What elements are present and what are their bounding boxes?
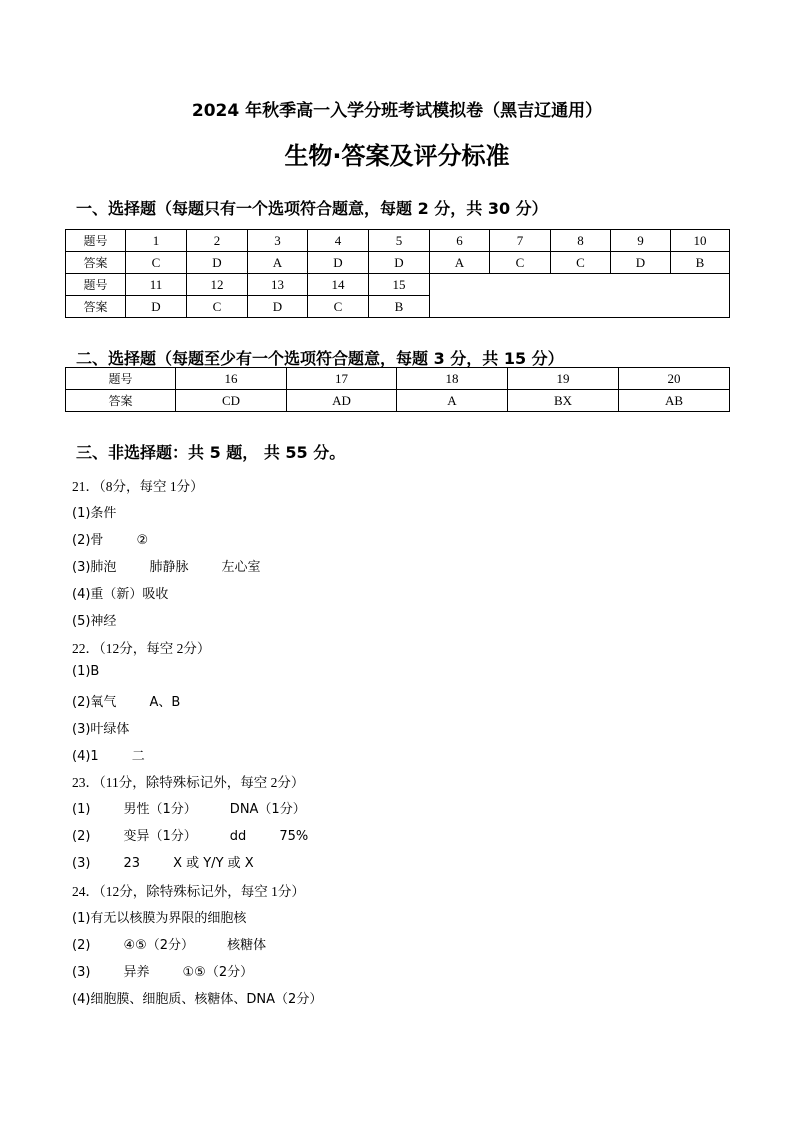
question-number: 3: [248, 230, 308, 252]
answer-line: (5)神经: [72, 614, 117, 629]
section1-answer-table: [65, 229, 730, 318]
question-header: 21．（8分，每空 1分）: [72, 479, 204, 494]
answer-line: (3)叶绿体: [72, 722, 130, 737]
row-label-answer: 答案: [66, 252, 126, 274]
question-number: 10: [671, 230, 730, 252]
question-number: 13: [248, 274, 308, 296]
answer-line: (3)肺泡 肺静脉 左心室: [72, 560, 261, 575]
answer-cell: BX: [508, 390, 619, 412]
answer-line: (4)细胞膜、细胞质、核糖体、DNA（2分）: [72, 992, 323, 1007]
answer-line: (4)重（新）吸收: [72, 587, 169, 602]
question-number: 7: [490, 230, 551, 252]
answer-cell: D: [611, 252, 671, 274]
table-row: [66, 274, 730, 296]
answer-line: (2)骨 ②: [72, 533, 149, 548]
answer-cell: C: [551, 252, 611, 274]
answer-line: (2) ④⑤（2分） 核糖体: [72, 938, 267, 953]
question-number: 4: [308, 230, 369, 252]
question-header: 24．（12分，除特殊标记外，每空 1分）: [72, 884, 305, 899]
question-header: 22．（12分，每空 2分）: [72, 641, 211, 656]
answer-cell: B: [369, 296, 430, 318]
section1-heading: 一、选择题（每题只有一个选项符合题意，每题 2 分，共 30 分）: [76, 199, 548, 218]
row-label-question: 题号: [66, 368, 176, 390]
answer-cell: B: [671, 252, 730, 274]
table-row: [66, 390, 730, 412]
question-number: 8: [551, 230, 611, 252]
table-row: [66, 230, 730, 252]
question-number: 6: [430, 230, 490, 252]
section2-answer-table: [65, 367, 730, 412]
question-number: 20: [619, 368, 730, 390]
answer-cell: C: [187, 296, 248, 318]
answer-key-title: 生物·答案及评分标准: [284, 142, 510, 170]
answer-cell: A: [248, 252, 308, 274]
question-number: 1: [126, 230, 187, 252]
row-label-answer: 答案: [66, 390, 176, 412]
answer-line: (3) 23 X 或 Y/Y 或 X: [72, 856, 254, 871]
row-label-question: 题号: [66, 274, 126, 296]
answer-line: (2) 变异（1分） dd 75%: [72, 829, 309, 844]
question-number: 16: [176, 368, 287, 390]
section2-heading: 二、选择题（每题至少有一个选项符合题意，每题 3 分，共 15 分）: [76, 349, 564, 368]
question-number: 17: [287, 368, 397, 390]
answer-cell: D: [369, 252, 430, 274]
answer-cell: D: [308, 252, 369, 274]
answer-cell: D: [126, 296, 187, 318]
question-header: 23．（11分，除特殊标记外，每空 2分）: [72, 775, 305, 790]
question-number: 14: [308, 274, 369, 296]
question-number: 18: [397, 368, 508, 390]
answer-line: (3) 异养 ①⑤（2分）: [72, 965, 254, 980]
question-number: 2: [187, 230, 248, 252]
answer-line: (1)有无以核膜为界限的细胞核: [72, 911, 247, 926]
row-label-answer: 答案: [66, 296, 126, 318]
question-number: 15: [369, 274, 430, 296]
question-number: 9: [611, 230, 671, 252]
table-row: [66, 368, 730, 390]
answer-line: (4)1 二: [72, 749, 145, 764]
question-number: 11: [126, 274, 187, 296]
answer-line: (1) 男性（1分） DNA（1分）: [72, 802, 306, 817]
question-number: 19: [508, 368, 619, 390]
answer-line: (1)B: [72, 664, 100, 679]
exam-title: 2024 年秋季高一入学分班考试模拟卷（黑吉辽通用）: [191, 101, 603, 121]
table-row: [66, 252, 730, 274]
answer-cell: D: [187, 252, 248, 274]
answer-cell: C: [308, 296, 369, 318]
answer-cell: CD: [176, 390, 287, 412]
answer-line: (2)氧气 A、B: [72, 695, 181, 710]
answer-line: (1)条件: [72, 506, 117, 521]
answer-cell: AB: [619, 390, 730, 412]
answer-cell: D: [248, 296, 308, 318]
question-number: 5: [369, 230, 430, 252]
answer-cell: C: [126, 252, 187, 274]
empty-cell: [430, 274, 730, 318]
answer-cell: A: [430, 252, 490, 274]
answer-cell: C: [490, 252, 551, 274]
row-label-question: 题号: [66, 230, 126, 252]
answer-cell: AD: [287, 390, 397, 412]
question-number: 12: [187, 274, 248, 296]
section3-heading: 三、非选择题：共 5 题， 共 55 分。: [76, 443, 346, 462]
answer-cell: A: [397, 390, 508, 412]
